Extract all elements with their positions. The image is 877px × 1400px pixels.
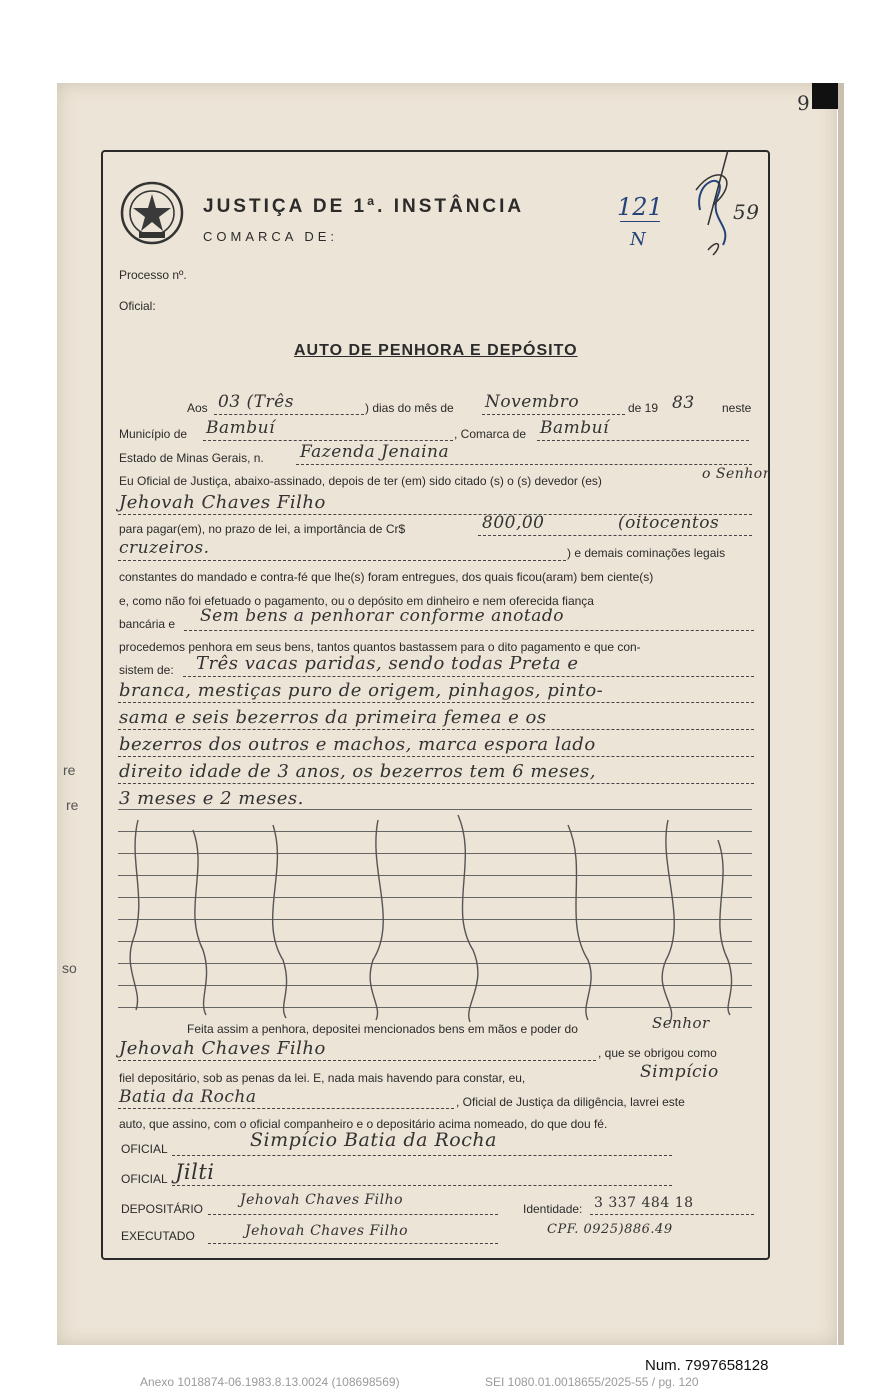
amount-value: 800,00 bbox=[482, 513, 545, 533]
blue-annotation: 121 bbox=[617, 193, 663, 221]
como-text: e, como não foi efetuado o pagamento, ou o depósito em dinheiro e nem oferecida fiança bbox=[119, 594, 594, 608]
blue-underline bbox=[620, 221, 660, 222]
executado-signature: Jehovah Chaves Filho bbox=[245, 1223, 409, 1239]
executado-sig-line bbox=[208, 1243, 498, 1244]
comarca-label: , Comarca de bbox=[454, 427, 527, 441]
comarca-line bbox=[537, 440, 749, 441]
oficial2-signature: Jilti bbox=[175, 1160, 215, 1184]
scan-corner bbox=[812, 83, 838, 109]
depositario-sig-line bbox=[208, 1214, 498, 1215]
void-strokes-icon bbox=[118, 800, 758, 1030]
coat-of-arms-icon bbox=[119, 180, 185, 246]
desc-rule bbox=[118, 729, 754, 730]
auto-text: auto, que assino, com o oficial companheiro e o depositário acima nomeado, do que dou fé. bbox=[119, 1117, 608, 1131]
bancaria-label: bancária e bbox=[119, 617, 176, 631]
depositario-line bbox=[118, 1060, 596, 1061]
feita-text: Feita assim a penhora, depositei mencionados bens em mãos e poder do bbox=[187, 1022, 578, 1036]
margin-mark: re bbox=[63, 762, 76, 778]
depositario-name: Jehovah Chaves Filho bbox=[119, 1038, 326, 1059]
month-value: Novembro bbox=[485, 392, 580, 412]
neste-label: neste bbox=[722, 401, 752, 415]
oficial-name-line bbox=[118, 1108, 454, 1109]
oficial-name: Simpício bbox=[640, 1062, 719, 1082]
month-line bbox=[482, 414, 625, 415]
margin-mark: so bbox=[62, 960, 77, 976]
oficial-statement: Eu Oficial de Justiça, abaixo-assinado, depois de ter (em) sido citado (s) o (s) devedor (es) bbox=[119, 474, 602, 488]
depositario-signature: Jehovah Chaves Filho bbox=[240, 1192, 404, 1208]
margin-mark: re bbox=[66, 797, 79, 813]
desc-rule bbox=[118, 756, 754, 757]
depositario-title: Senhor bbox=[652, 1014, 710, 1032]
desc-rule bbox=[183, 676, 754, 677]
desc-rule bbox=[118, 783, 754, 784]
consistem-label: sistem de: bbox=[119, 663, 174, 677]
amount-line bbox=[478, 535, 752, 536]
amount-words: (oitocentos bbox=[618, 513, 720, 533]
devedor-title: o Senhor bbox=[702, 466, 770, 482]
description-line: 3 meses e 2 meses. bbox=[119, 788, 304, 809]
estado-label: Estado de Minas Gerais, n. bbox=[119, 451, 264, 465]
identidade-label: Identidade: bbox=[523, 1202, 583, 1216]
scribble-icon bbox=[688, 150, 768, 260]
day-value: 03 (Três bbox=[218, 392, 294, 412]
comarca-value: Bambuí bbox=[540, 418, 610, 438]
municipio-line bbox=[203, 440, 453, 441]
municipio-value: Bambuí bbox=[206, 418, 276, 438]
amount-words-line bbox=[118, 560, 566, 561]
obrigou-text: , que se obrigou como bbox=[598, 1046, 717, 1060]
description-line: Três vacas paridas, sendo todas Preta e bbox=[196, 653, 579, 674]
fiel-text: fiel depositário, sob as penas da lei. E, nada mais havendo para constar, eu, bbox=[119, 1071, 526, 1085]
description-line: branca, mestiças puro de origem, pinhagos, pinto- bbox=[119, 680, 604, 701]
identidade-value: 3 337 484 18 bbox=[594, 1195, 694, 1211]
page-title: AUTO DE PENHORA E DEPÓSITO bbox=[294, 342, 578, 359]
dias-label: ) dias do mês de bbox=[365, 401, 454, 415]
year-value: 83 bbox=[672, 393, 695, 413]
municipio-label: Município de bbox=[119, 427, 188, 441]
amount-words-cont: cruzeiros. bbox=[119, 538, 210, 558]
oficial2-sig-line bbox=[172, 1185, 672, 1186]
blue-annotation-sub: N bbox=[630, 229, 646, 250]
court-title: JUSTIÇA DE 1ª. INSTÂNCIA bbox=[203, 196, 525, 217]
oficial-sig-line bbox=[172, 1155, 672, 1156]
scan-edge bbox=[838, 83, 844, 1345]
description-line: bezerros dos outros e machos, marca espora lado bbox=[119, 734, 596, 755]
description-line: sama e seis bezerros da primeira femea e os bbox=[119, 707, 547, 728]
pagar-label: para pagar(em), no prazo de lei, a importância de Cr$ bbox=[119, 522, 406, 536]
oficial-label: Oficial: bbox=[119, 299, 156, 313]
comarca-header: COMARCA DE: bbox=[203, 229, 339, 244]
cominacoes-text: ) e demais cominações legais bbox=[567, 546, 726, 560]
bancaria-value: Sem bens a penhorar conforme anotado bbox=[200, 606, 565, 626]
cpf-value: CPF. 0925)886.49 bbox=[547, 1222, 673, 1237]
page-mark: 59 bbox=[733, 200, 760, 224]
description-line: direito idade de 3 anos, os bezerros tem 6 meses, bbox=[119, 761, 596, 782]
depositario-sig-label: DEPOSITÁRIO bbox=[121, 1202, 204, 1216]
constantes-text: constantes do mandado e contra-fé que lhe(s) foram entregues, dos quais ficou(aram) bem ciente(s) bbox=[119, 570, 654, 584]
diligencia-text: , Oficial de Justiça da diligência, lavrei este bbox=[456, 1095, 685, 1109]
day-line bbox=[214, 414, 364, 415]
oficial-sig-label: OFICIAL bbox=[121, 1142, 168, 1156]
identidade-line bbox=[590, 1214, 754, 1215]
oficial-signature: Simpício Batia da Rocha bbox=[250, 1129, 497, 1151]
oficial2-sig-label: OFICIAL bbox=[121, 1172, 168, 1186]
processo-label: Processo nº. bbox=[119, 268, 187, 282]
estado-value: Fazenda Jenaina bbox=[300, 442, 450, 462]
aos-label: Aos bbox=[187, 401, 208, 415]
estado-line bbox=[296, 464, 752, 465]
oficial-name-cont: Batia da Rocha bbox=[119, 1087, 257, 1107]
bancaria-line bbox=[184, 630, 754, 631]
desc-rule bbox=[118, 702, 754, 703]
devedor-name: Jehovah Chaves Filho bbox=[119, 492, 326, 513]
procedemos-text: procedemos penhora em seus bens, tantos quantos bastassem para o dito pagamento e que con- bbox=[119, 640, 641, 654]
executado-sig-label: EXECUTADO bbox=[121, 1229, 195, 1243]
anexo-reference: Anexo 1018874-06.1983.8.13.0024 (108698569) bbox=[140, 1375, 400, 1389]
year-prefix: de 19 bbox=[628, 401, 659, 415]
sei-reference: SEI 1080.01.0018655/2025-55 / pg. 120 bbox=[485, 1375, 699, 1389]
page-number: 9 bbox=[797, 91, 811, 115]
document-number: Num. 7997658128 bbox=[645, 1357, 769, 1374]
